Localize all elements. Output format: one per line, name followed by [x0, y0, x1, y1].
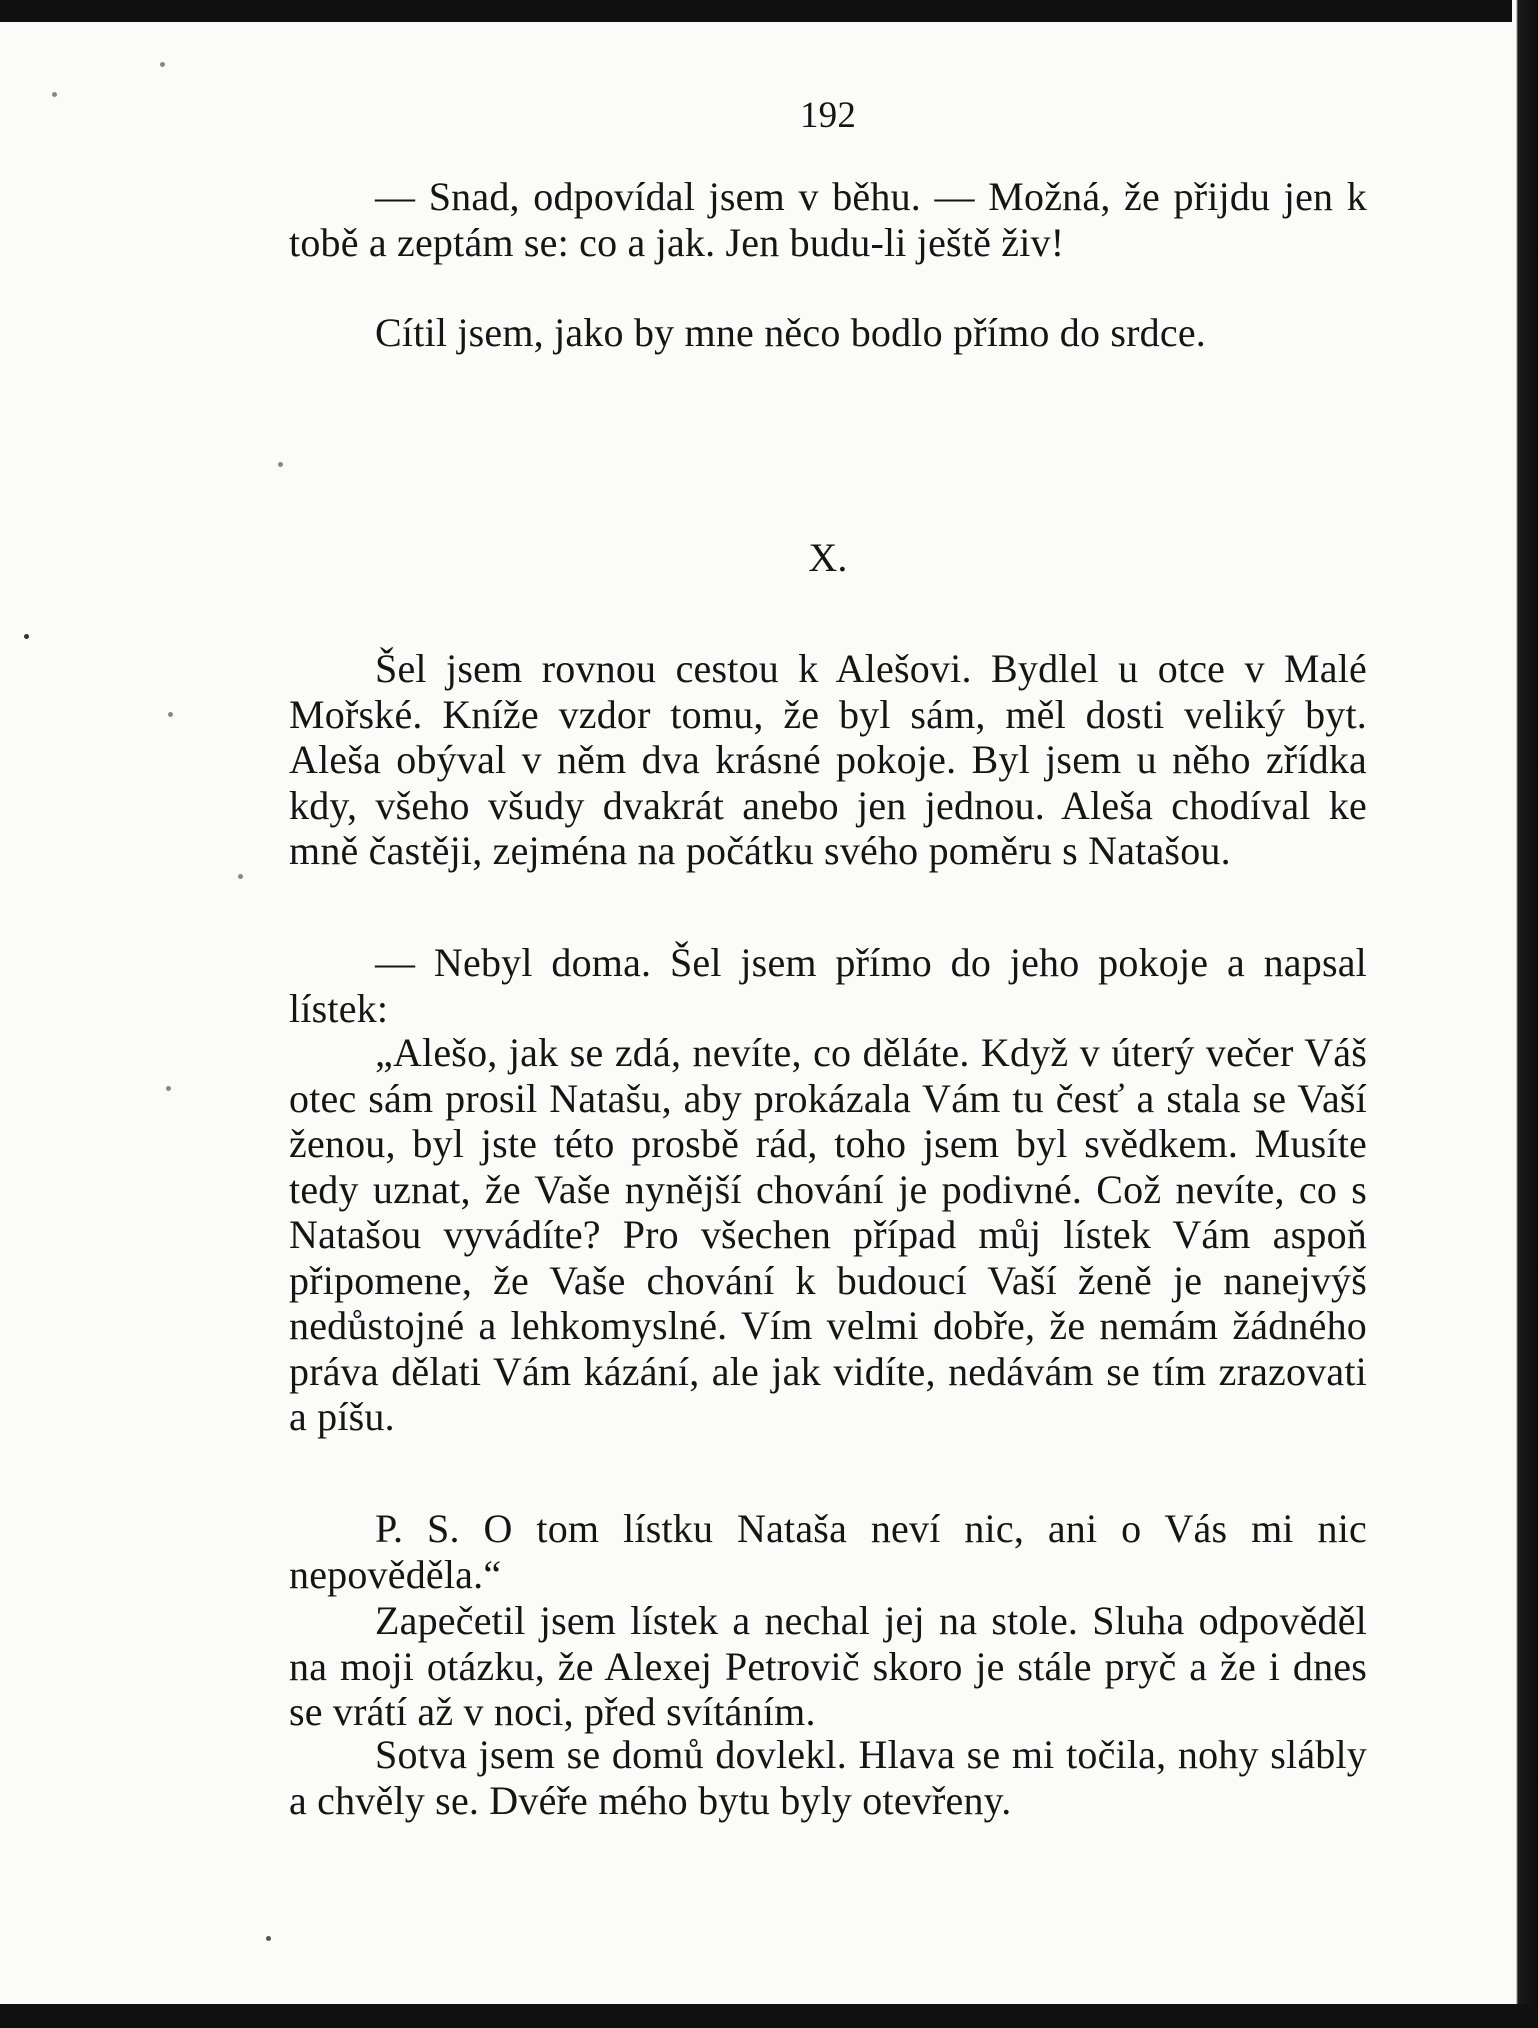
scan-speck — [278, 462, 283, 467]
paragraph-8: Sotva jsem se domů dovlekl. Hlava se mi točila, nohy slábly a chvěly se. Dvéře mého bytu byly otevřeny. — [289, 1732, 1367, 1823]
scan-border-bottom — [0, 2004, 1538, 2028]
scan-speck — [24, 634, 29, 639]
paragraph-4: — Nebyl doma. Šel jsem přímo do jeho pokoje a napsal lístek: — [289, 940, 1367, 1031]
scan-border-top — [0, 0, 1538, 22]
paragraph-5: „Alešo, jak se zdá, nevíte, co děláte. Když v úterý večer Váš otec sám prosil Natašu, aby prokázala Vám tu česť a stala se Vaší ženou, byl jste této prosbě rád, toho jsem byl svědkem. Musíte tedy uznat, že Vaše nynější chování je podivné. Což nevíte, co s Natašou vyvádíte? Pro všechen případ můj lístek Vám aspoň připomene, že Vaše chování k budoucí Vaší ženě je nanejvýš nedůstojné a lehkomyslné. Vím velmi dobře, že nemám žádného práva dělati Vám kázání, ale jak vidíte, nedávám se tím zrazovati a píšu. — [289, 1030, 1367, 1439]
scan-border-right — [1512, 0, 1538, 2028]
scan-speck — [238, 874, 243, 879]
paragraph-7: Zapečetil jsem lístek a nechal jej na stole. Sluha odpověděl na moji otázku, že Alexej Petrovič skoro je stále pryč a že i dnes se vrátí až v noci, před svítáním. — [289, 1598, 1367, 1734]
scan-speck — [52, 92, 57, 97]
chapter-heading: X. — [808, 535, 848, 580]
scan-speck — [166, 1086, 171, 1091]
paragraph-2: Cítil jsem, jako by mne něco bodlo přímo do srdce. — [375, 310, 1206, 355]
book-page — [0, 22, 1516, 2007]
scan-speck — [168, 712, 173, 717]
scan-speck — [160, 62, 165, 67]
scan-speck — [266, 1936, 271, 1941]
paragraph-1: — Snad, odpovídal jsem v běhu. — Možná, že přijdu jen k tobě a zeptám se: co a jak. Jen budu-li ještě živ! — [289, 174, 1367, 265]
page-number: 192 — [799, 95, 857, 136]
paragraph-6: P. S. O tom lístku Nataša neví nic, ani o Vás mi nic nepověděla.“ — [289, 1506, 1367, 1597]
paragraph-3: Šel jsem rovnou cestou k Alešovi. Bydlel u otce v Malé Mořské. Kníže vzdor tomu, že byl sám, měl dosti veliký byt. Aleša obýval v něm dva krásné pokoje. Byl jsem u něho zřídka kdy, všeho všudy dvakrát anebo jen jednou. Aleša chodíval ke mně častěji, zejména na počátku svého poměru s Natašou. — [289, 646, 1367, 873]
